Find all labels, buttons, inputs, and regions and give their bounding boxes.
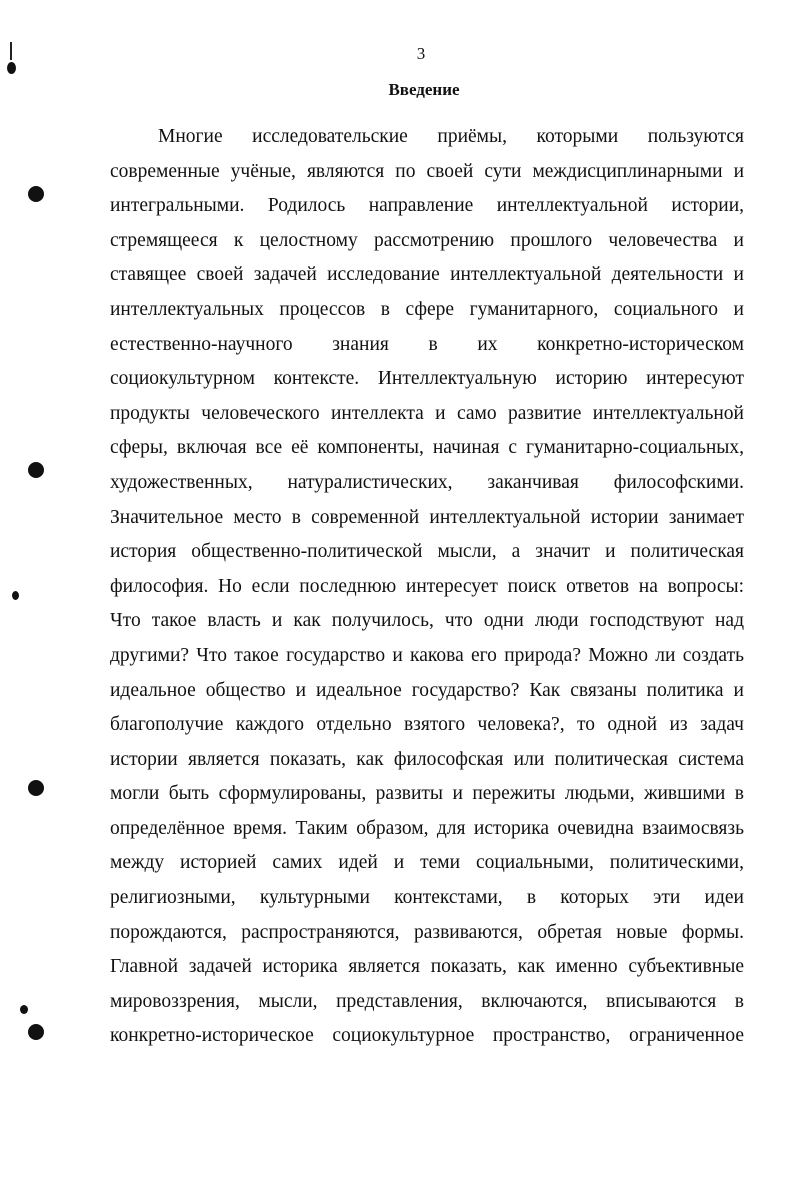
text-line: Многие исследовательские приёмы, которыми пользуются: [158, 126, 744, 147]
scan-speck-bottom: [20, 1005, 28, 1014]
text-line: порождаются, распространяются, развиваются, обретая новые формы.: [110, 921, 744, 943]
text-line: мировоззрения, мысли, представления, включаются, вписываются в: [110, 990, 744, 1012]
text-line: религиозными, культурными контекстами, в которых эти идеи: [110, 887, 744, 909]
binder-hole-4: [28, 1024, 44, 1040]
text-line: история общественно-политической мысли, а значит и политическая: [110, 541, 744, 563]
text-line: благополучие каждого отдельно взятого человека?, то одной из задач: [110, 714, 744, 736]
text-line: стремящееся к целостному рассмотрению прошлого человечества и: [110, 229, 744, 251]
text-line: Что такое власть и как получилось, что одни люди господствуют над: [110, 610, 744, 632]
text-line: художественных, натуралистических, заканчивая философскими.: [110, 471, 744, 493]
binder-hole-3: [28, 780, 44, 796]
text-line: Главной задачей историка является показать, как именно субъективные: [110, 956, 744, 978]
text-line: могли быть сформулированы, развиты и пережиты людьми, жившими в: [110, 783, 744, 805]
text-line: продукты человеческого интеллекта и само развитие интеллектуальной: [110, 402, 744, 424]
text-line: другими? Что такое государство и какова его природа? Можно ли создать: [110, 644, 744, 666]
text-line: Значительное место в современной интеллектуальной истории занимает: [110, 506, 744, 528]
text-line: интегральными. Родилось направление интеллектуальной истории,: [110, 195, 744, 217]
scan-speck-mid: [12, 591, 19, 600]
text-line: конкретно-историческое социокультурное пространство, ограниченное: [110, 1025, 744, 1047]
text-line: ставящее своей задачей исследование интеллектуальной деятельности и: [110, 264, 744, 286]
text-line: философия. Но если последнюю интересует поиск ответов на вопросы:: [110, 575, 744, 597]
text-line: интеллектуальных процессов в сфере гуманитарного, социального и: [110, 298, 744, 320]
text-line: истории является показать, как философская или политическая система: [110, 748, 744, 770]
text-line: идеальное общество и идеальное государство? Как связаны политика и: [110, 679, 744, 701]
page-number: 3: [416, 44, 426, 63]
binder-hole-2: [28, 462, 44, 478]
text-line: сферы, включая все её компоненты, начиная с гуманитарно-социальных,: [110, 437, 744, 459]
text-line: между историей самих идей и теми социальными, политическими,: [110, 852, 744, 874]
text-line: определённое время. Таким образом, для историка очевидна взаимосвязь: [110, 817, 744, 839]
body-paragraph: [110, 120, 744, 1054]
page-title: Введение: [388, 80, 460, 99]
text-line: естественно-научного знания в их конкретно-историческом: [110, 333, 744, 355]
binder-hole-1: [28, 186, 44, 202]
text-line: современные учёные, являются по своей сути междисциплинарными и: [110, 160, 744, 182]
text-line: социокультурном контексте. Интеллектуальную историю интересуют: [110, 368, 744, 390]
